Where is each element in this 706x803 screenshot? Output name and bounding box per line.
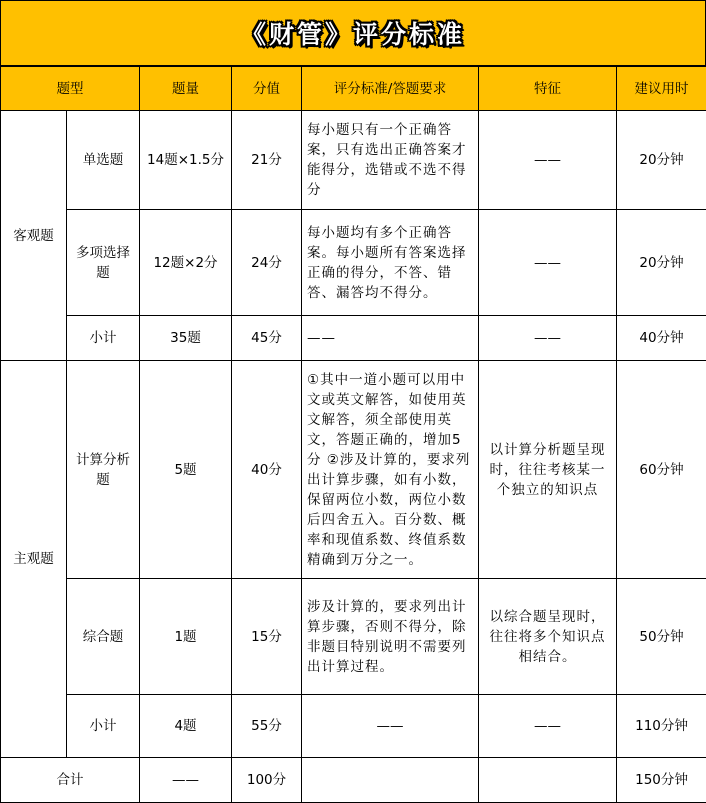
row-quantity: 5题 [140,361,232,579]
row-name: 单选题 [67,111,140,210]
table-row-calculation [1,361,706,579]
row-name: 计算分析题 [67,361,140,579]
row-name: 综合题 [67,579,140,695]
row-score: 100分 [232,758,302,803]
row-quantity: 1题 [140,579,232,695]
row-score: 55分 [232,695,302,758]
group-objective: 客观题 [1,111,67,361]
row-score: 21分 [232,111,302,210]
row-feature [479,758,617,803]
group-subjective: 主观题 [1,361,67,758]
row-criteria: 每小题只有一个正确答案，只有选出正确答案才能得分，选错或不选不得分 [302,111,479,210]
header-score: 分值 [232,67,302,111]
row-feature: —— [479,316,617,361]
row-criteria: —— [302,316,479,361]
row-time: 20分钟 [617,210,706,316]
row-feature: 以综合题呈现时，往往将多个知识点相结合。 [479,579,617,695]
row-score: 45分 [232,316,302,361]
row-quantity: 4题 [140,695,232,758]
row-score: 15分 [232,579,302,695]
row-feature: —— [479,111,617,210]
scoring-table [0,66,706,803]
header-criteria: 评分标准/答题要求 [302,67,479,111]
row-name: 小计 [67,695,140,758]
page-title-banner [0,0,706,66]
table-row-multiple-choice [1,210,706,316]
row-score: 24分 [232,210,302,316]
row-criteria: ①其中一道小题可以用中文或英文解答，如使用英文解答，须全部使用英文，答题正确的，增加5分 ②涉及计算的，要求列出计算步骤，如有小数，保留两位小数，两位小数后四舍五入。百分数、概率和现值系数、终值系数精确到万分之一。 [302,361,479,579]
table-row-total [1,758,706,803]
row-time: 150分钟 [617,758,706,803]
row-criteria: —— [302,695,479,758]
row-criteria: 每小题均有多个正确答案。每小题所有答案选择正确的得分，不答、错答、漏答均不得分。 [302,210,479,316]
row-time: 60分钟 [617,361,706,579]
row-criteria: 涉及计算的，要求列出计算步骤，否则不得分，除非题目特别说明不需要列出计算过程。 [302,579,479,695]
header-feature: 特征 [479,67,617,111]
row-name: 小计 [67,316,140,361]
row-criteria [302,758,479,803]
header-time: 建议用时 [617,67,706,111]
row-score: 40分 [232,361,302,579]
row-time: 40分钟 [617,316,706,361]
row-feature: —— [479,210,617,316]
table-row-objective-subtotal [1,316,706,361]
header-quantity: 题量 [140,67,232,111]
total-label: 合计 [1,758,140,803]
row-time: 20分钟 [617,111,706,210]
row-name: 多项选择题 [67,210,140,316]
table-row-subjective-subtotal [1,695,706,758]
row-feature: —— [479,695,617,758]
row-quantity: —— [140,758,232,803]
row-quantity: 35题 [140,316,232,361]
row-time: 50分钟 [617,579,706,695]
page-title: 《财管》评分标准 [241,15,465,51]
row-quantity: 12题×2分 [140,210,232,316]
header-type: 题型 [1,67,140,111]
table-row-single-choice [1,111,706,210]
table-row-comprehensive [1,579,706,695]
header-row [1,67,706,111]
row-feature: 以计算分析题呈现时，往往考核某一个独立的知识点 [479,361,617,579]
row-quantity: 14题×1.5分 [140,111,232,210]
row-time: 110分钟 [617,695,706,758]
